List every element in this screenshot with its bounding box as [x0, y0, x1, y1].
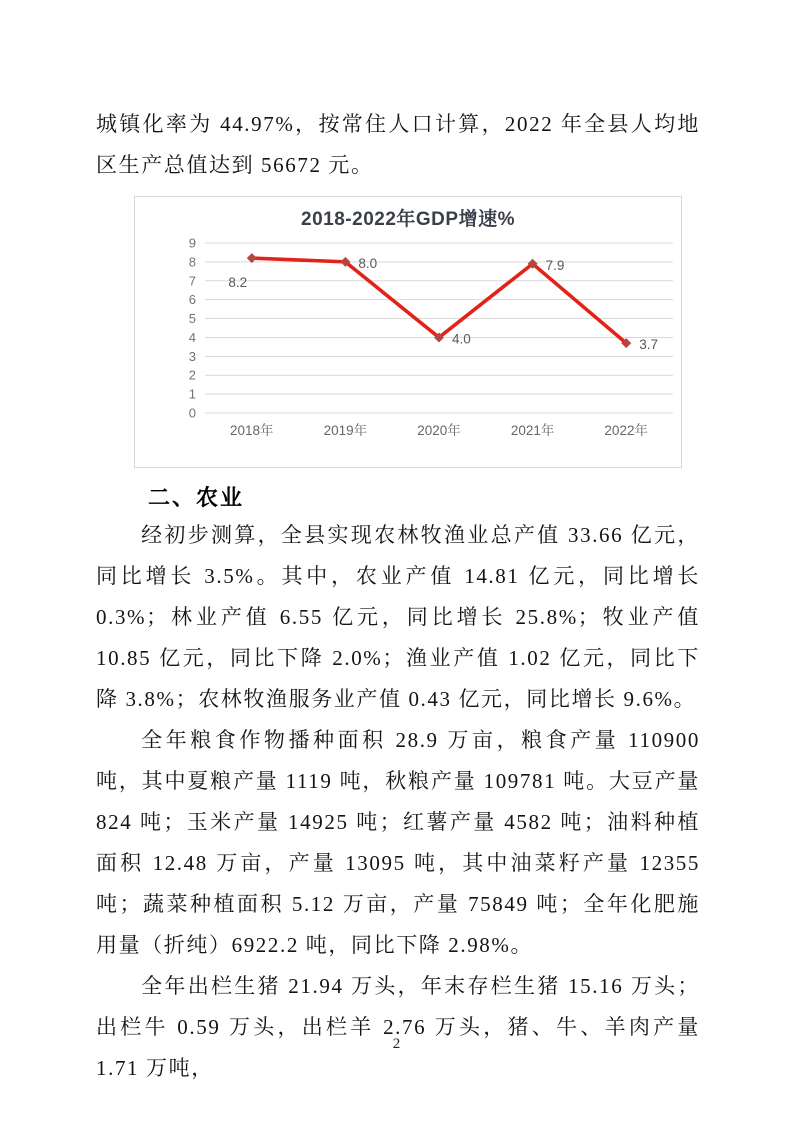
paragraph-livestock: 全年出栏生猪 21.94 万头，年末存栏生猪 15.16 万头；出栏牛 0.59 万头，出栏羊 2.76 万头，猪、牛、羊肉产量 1.71 万吨，: [96, 974, 700, 1080]
svg-text:1: 1: [188, 386, 196, 402]
paragraph-grain-production: 全年粮食作物播种面积 28.9 万亩，粮食产量 110900 吨，其中夏粮产量 1119 吨，秋粮产量 109781 吨。大豆产量 824 吨；玉米产量 14925 吨；红薯产量 4582 吨；油料种植面积 12.48 万亩，产量 13095 吨，其中油菜籽产量 12355 吨；蔬菜种植面积 5.12 万亩，产量 75849 吨；全年化肥施用量（折纯）6922.2 吨，同比下降 2.98%。: [96, 728, 700, 957]
intro-paragraph: 城镇化率为 44.97%，按常住人口计算，2022 年全县人均地区生产总值达到 56672 元。: [96, 112, 700, 177]
svg-text:7.9: 7.9: [545, 257, 565, 273]
svg-text:8: 8: [188, 254, 196, 270]
paragraph-agriculture-output: 经初步测算，全县实现农林牧渔业总产值 33.66 亿元，同比增长 3.5%。其中，农业产值 14.81 亿元，同比增长 0.3%；林业产值 6.55 亿元，同比增长 25.8%；牧业产值 10.85 亿元，同比下降 2.0%；渔业产值 1.02 亿元，同比下降 3.8%；农林牧渔服务业产值 0.43 亿元，同比增长 9.6%。: [96, 523, 700, 711]
gdp-chart-figure: [134, 196, 682, 468]
svg-text:6: 6: [188, 292, 196, 308]
svg-text:2018年: 2018年: [230, 423, 274, 438]
svg-text:2019年: 2019年: [323, 423, 368, 438]
svg-text:0: 0: [188, 405, 196, 421]
section-heading-agriculture: 二、农业: [148, 485, 245, 510]
svg-text:2022年: 2022年: [604, 423, 648, 438]
chart-title: 2018-2022年GDP增速%: [301, 209, 515, 230]
svg-text:3.7: 3.7: [639, 337, 658, 353]
svg-text:2020年: 2020年: [417, 423, 461, 438]
svg-text:2021年: 2021年: [510, 423, 555, 438]
agriculture-text-column: [96, 515, 700, 1089]
svg-text:9: 9: [188, 235, 196, 251]
svg-text:2: 2: [188, 367, 196, 383]
page-number: 2: [392, 1036, 401, 1052]
svg-text:8.2: 8.2: [228, 275, 248, 291]
svg-text:8.0: 8.0: [358, 255, 378, 271]
svg-text:7: 7: [188, 273, 196, 289]
svg-text:4: 4: [188, 329, 196, 345]
svg-text:5: 5: [188, 311, 196, 327]
svg-text:4.0: 4.0: [452, 331, 471, 347]
svg-text:3: 3: [188, 348, 196, 364]
gdp-line-chart: [135, 233, 681, 469]
